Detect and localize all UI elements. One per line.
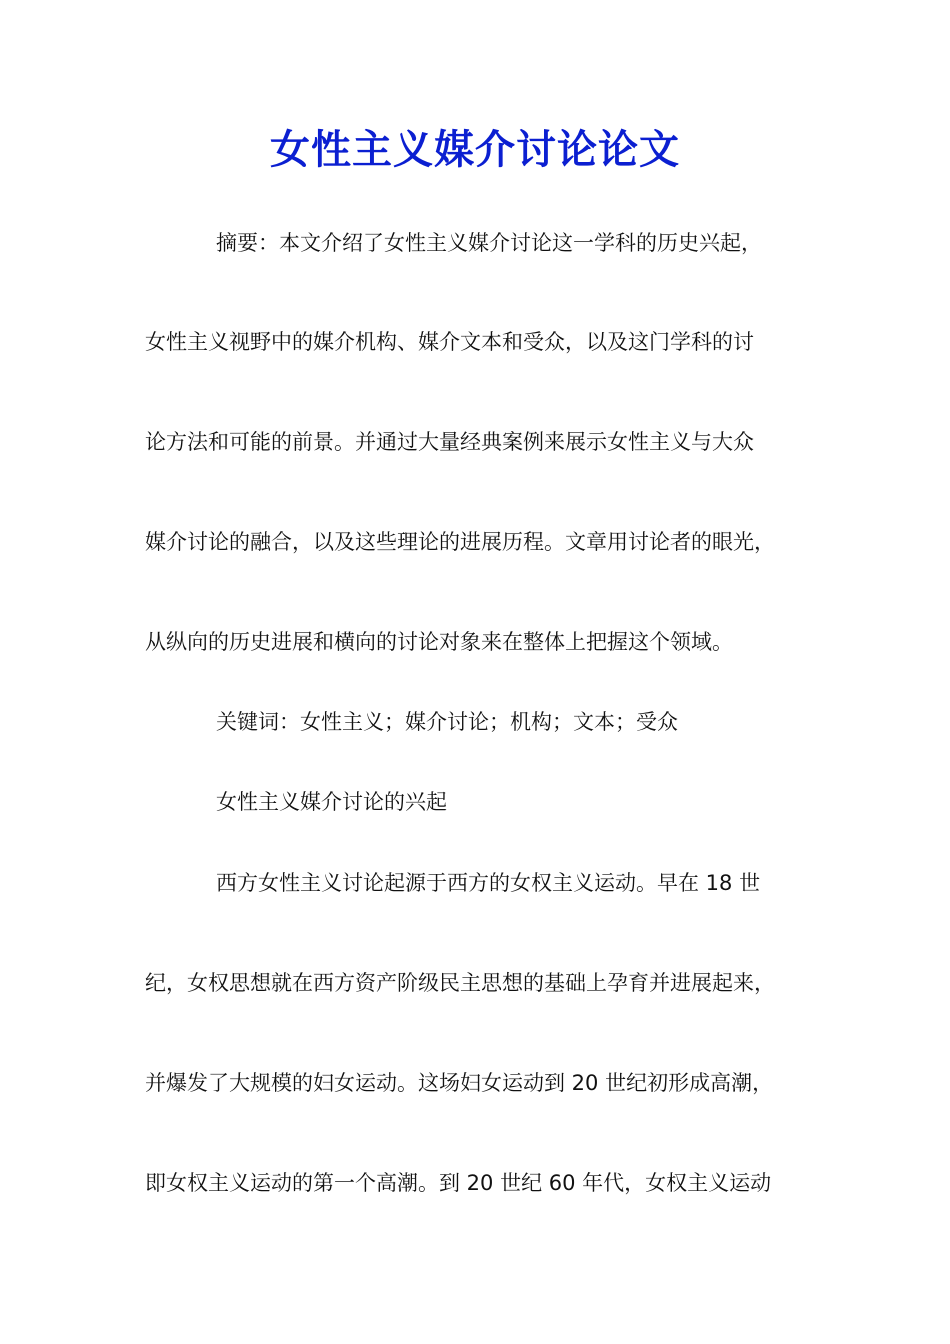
body-line-2: 纪，女权思想就在西方资产阶级民主思想的基础上孕育并进展起来， (145, 971, 775, 995)
abstract-line-5: 从纵向的历史进展和横向的讨论对象来在整体上把握这个领域。 (145, 630, 733, 654)
body-line-4: 即女权主义运动的第一个高潮。到 20 世纪 60 年代，女权主义运动 (145, 1171, 772, 1195)
keywords-line: 关键词：女性主义；媒介讨论；机构；文本；受众 (216, 710, 678, 734)
abstract-line-4: 媒介讨论的融合，以及这些理论的进展历程。文章用讨论者的眼光， (145, 530, 775, 554)
body-line-1: 西方女性主义讨论起源于西方的女权主义运动。早在 18 世 (216, 871, 761, 895)
section-heading: 女性主义媒介讨论的兴起 (216, 790, 447, 814)
document-title: 女性主义媒介讨论论文 (270, 126, 680, 173)
abstract-line-3: 论方法和可能的前景。并通过大量经典案例来展示女性主义与大众 (145, 430, 754, 454)
abstract-line-2: 女性主义视野中的媒介机构、媒介文本和受众，以及这门学科的讨 (145, 330, 754, 354)
body-line-3: 并爆发了大规模的妇女运动。这场妇女运动到 20 世纪初形成高潮， (145, 1071, 774, 1095)
abstract-line-1: 摘要：本文介绍了女性主义媒介讨论这一学科的历史兴起， (216, 231, 762, 255)
